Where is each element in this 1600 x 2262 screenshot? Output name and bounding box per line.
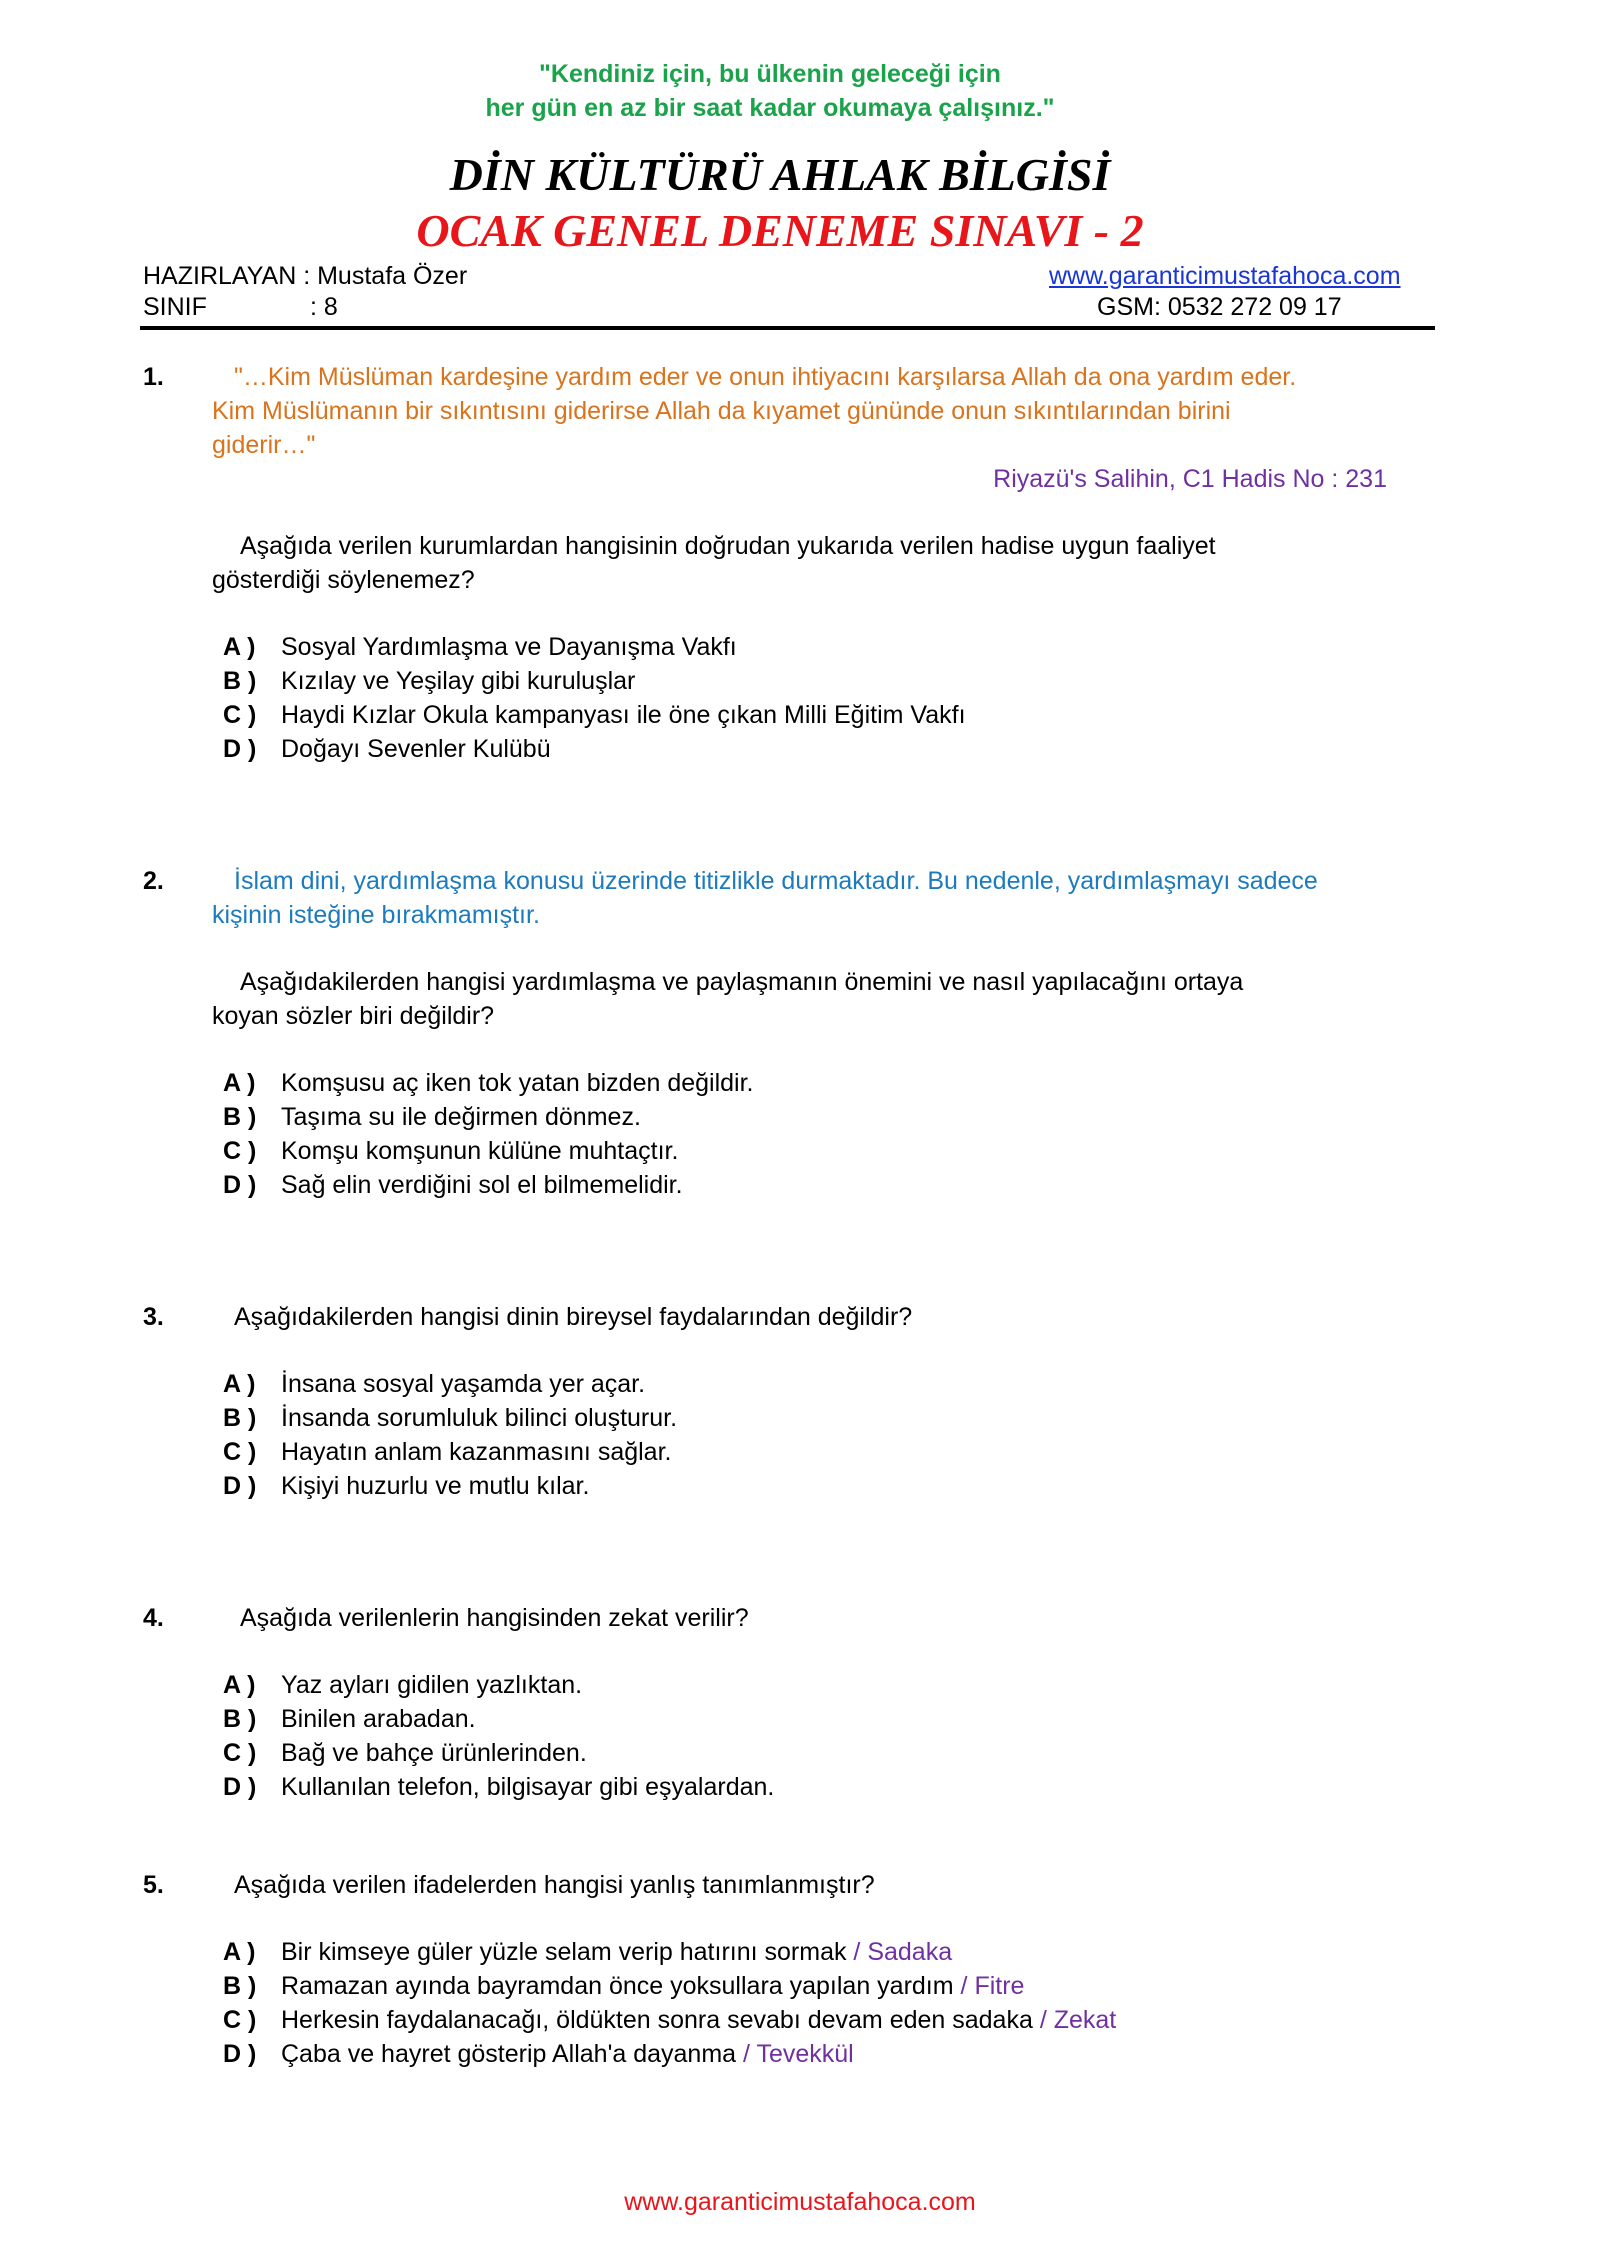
question-3-stem: Aşağıdakilerden hangisi dinin bireysel faydalarından değildir? xyxy=(234,1303,913,1331)
question-5-option-d[interactable] xyxy=(223,2037,1116,2071)
option-letter: D ) xyxy=(223,1472,257,1500)
question-1-source: Riyazü's Salihin, C1 Hadis No : 231 xyxy=(993,465,1387,493)
footer-website-link[interactable]: www.garanticimustafahoca.com xyxy=(624,2188,976,2216)
option-letter: B ) xyxy=(223,1103,257,1131)
question-3-option-c[interactable] xyxy=(223,1435,677,1469)
phone-number: GSM: 0532 272 09 17 xyxy=(1097,293,1342,321)
question-3-number: 3. xyxy=(143,1303,164,1331)
option-letter: C ) xyxy=(223,1438,257,1466)
exam-title: OCAK GENEL DENEME SINAVI - 2 xyxy=(416,205,1144,256)
question-5-option-a[interactable] xyxy=(223,1935,1116,1969)
option-letter: D ) xyxy=(223,1773,257,1801)
question-1-option-c[interactable] xyxy=(223,698,966,732)
question-3-option-d[interactable] xyxy=(223,1469,677,1503)
question-2-option-a[interactable] xyxy=(223,1066,754,1100)
question-2-option-b[interactable] xyxy=(223,1100,754,1134)
question-2-option-c[interactable] xyxy=(223,1134,754,1168)
question-4-options xyxy=(223,1668,774,1804)
question-4-option-c[interactable] xyxy=(223,1736,774,1770)
option-letter: C ) xyxy=(223,1137,257,1165)
question-1-quote-line-1: "…Kim Müslüman kardeşine yardım eder ve onun ihtiyacını karşılarsa Allah da ona yardım eder. xyxy=(234,363,1297,391)
option-text: Ramazan ayında bayramdan önce yoksullara yapılan yardım xyxy=(281,1972,954,2000)
option-text: Herkesin faydalanacağı, öldükten sonra sevabı devam eden sadaka xyxy=(281,2006,1033,2034)
option-letter: D ) xyxy=(223,735,257,763)
option-text: Haydi Kızlar Okula kampanyası ile öne çıkan Milli Eğitim Vakfı xyxy=(281,701,966,729)
question-3-option-b[interactable] xyxy=(223,1401,677,1435)
question-2-number: 2. xyxy=(143,867,164,895)
option-text: Komşusu aç iken tok yatan bizden değildir. xyxy=(281,1069,754,1097)
option-text: Binilen arabadan. xyxy=(281,1705,476,1733)
question-1-quote-line-3: giderir…" xyxy=(212,431,316,459)
option-term: / Tevekkül xyxy=(743,2040,854,2068)
question-1-quote-line-2: Kim Müslümanın bir sıkıntısını giderirse Allah da kıyamet gününde onun sıkıntılarından birini xyxy=(212,397,1231,425)
question-2-stem-line-1: Aşağıdakilerden hangisi yardımlaşma ve paylaşmanın önemini ve nasıl yapılacağını ortaya xyxy=(240,968,1244,996)
option-text: Sosyal Yardımlaşma ve Dayanışma Vakfı xyxy=(281,633,737,661)
option-letter: A ) xyxy=(223,1069,256,1097)
page-title: DİN KÜLTÜRÜ AHLAK BİLGİSİ xyxy=(449,149,1111,200)
option-letter: A ) xyxy=(223,633,256,661)
option-term: / Fitre xyxy=(960,1972,1025,2000)
question-1-option-d[interactable] xyxy=(223,732,966,766)
option-text: Taşıma su ile değirmen dönmez. xyxy=(281,1103,641,1131)
class-label: SINIF xyxy=(143,293,207,321)
option-text: Çaba ve hayret gösterip Allah'a dayanma xyxy=(281,2040,737,2068)
prepared-by: HAZIRLAYAN : Mustafa Özer xyxy=(143,262,468,290)
header-divider xyxy=(140,326,1435,330)
question-1-stem-line-1: Aşağıda verilen kurumlardan hangisinin doğrudan yukarıda verilen hadise uygun faaliyet xyxy=(240,532,1216,560)
option-letter: A ) xyxy=(223,1671,256,1699)
option-letter: B ) xyxy=(223,1404,257,1432)
question-1-stem-line-2: gösterdiği söylenemez? xyxy=(212,566,475,594)
question-5-option-c[interactable] xyxy=(223,2003,1116,2037)
question-4-stem: Aşağıda verilenlerin hangisinden zekat verilir? xyxy=(240,1604,749,1632)
motto-line-1: "Kendiniz için, bu ülkenin geleceği için xyxy=(539,60,1001,88)
option-text: Hayatın anlam kazanmasını sağlar. xyxy=(281,1438,672,1466)
option-text: Kullanılan telefon, bilgisayar gibi eşyalardan. xyxy=(281,1773,775,1801)
option-letter: C ) xyxy=(223,1739,257,1767)
option-text: Bir kimseye güler yüzle selam verip hatırını sormak xyxy=(281,1938,847,1966)
question-2-intro-line-1: İslam dini, yardımlaşma konusu üzerinde titizlikle durmaktadır. Bu nedenle, yardımlaşmayı sadece xyxy=(234,867,1318,895)
question-2-stem-line-2: koyan sözler biri değildir? xyxy=(212,1002,495,1030)
option-text: İnsana sosyal yaşamda yer açar. xyxy=(281,1370,646,1398)
question-2-intro-line-2: kişinin isteğine bırakmamıştır. xyxy=(212,901,540,929)
question-4-option-b[interactable] xyxy=(223,1702,774,1736)
option-letter: C ) xyxy=(223,2006,257,2034)
question-5-number: 5. xyxy=(143,1871,164,1899)
option-text: Komşu komşunun külüne muhtaçtır. xyxy=(281,1137,679,1165)
question-5-option-b[interactable] xyxy=(223,1969,1116,2003)
question-3-options xyxy=(223,1367,677,1503)
question-5-stem: Aşağıda verilen ifadelerden hangisi yanlış tanımlanmıştır? xyxy=(234,1871,875,1899)
question-4-option-a[interactable] xyxy=(223,1668,774,1702)
option-text: Yaz ayları gidilen yazlıktan. xyxy=(281,1671,583,1699)
option-letter: D ) xyxy=(223,2040,257,2068)
option-text: İnsanda sorumluluk bilinci oluşturur. xyxy=(281,1404,678,1432)
question-3-option-a[interactable] xyxy=(223,1367,677,1401)
question-4-number: 4. xyxy=(143,1604,164,1632)
question-1-number: 1. xyxy=(143,363,164,391)
question-2-options xyxy=(223,1066,754,1202)
option-letter: B ) xyxy=(223,1705,257,1733)
option-text: Bağ ve bahçe ürünlerinden. xyxy=(281,1739,587,1767)
option-letter: A ) xyxy=(223,1370,256,1398)
option-letter: D ) xyxy=(223,1171,257,1199)
question-2-option-d[interactable] xyxy=(223,1168,754,1202)
question-1-option-b[interactable] xyxy=(223,664,966,698)
option-letter: A ) xyxy=(223,1938,256,1966)
option-term: / Zekat xyxy=(1039,2006,1117,2034)
header-website-link[interactable]: www.garanticimustafahoca.com xyxy=(1049,262,1401,290)
question-5-options xyxy=(223,1935,1116,2071)
option-text: Kişiyi huzurlu ve mutlu kılar. xyxy=(281,1472,590,1500)
class-value: : 8 xyxy=(310,293,338,321)
motto-line-2: her gün en az bir saat kadar okumaya çalışınız." xyxy=(485,94,1055,122)
option-letter: B ) xyxy=(223,667,257,695)
option-letter: C ) xyxy=(223,701,257,729)
question-4-option-d[interactable] xyxy=(223,1770,774,1804)
option-term: / Sadaka xyxy=(853,1938,953,1966)
question-1-options xyxy=(223,630,966,766)
question-1-option-a[interactable] xyxy=(223,630,966,664)
option-text: Doğayı Sevenler Kulübü xyxy=(281,735,551,763)
option-letter: B ) xyxy=(223,1972,257,2000)
option-text: Sağ elin verdiğini sol el bilmemelidir. xyxy=(281,1171,683,1199)
option-text: Kızılay ve Yeşilay gibi kuruluşlar xyxy=(281,667,636,695)
